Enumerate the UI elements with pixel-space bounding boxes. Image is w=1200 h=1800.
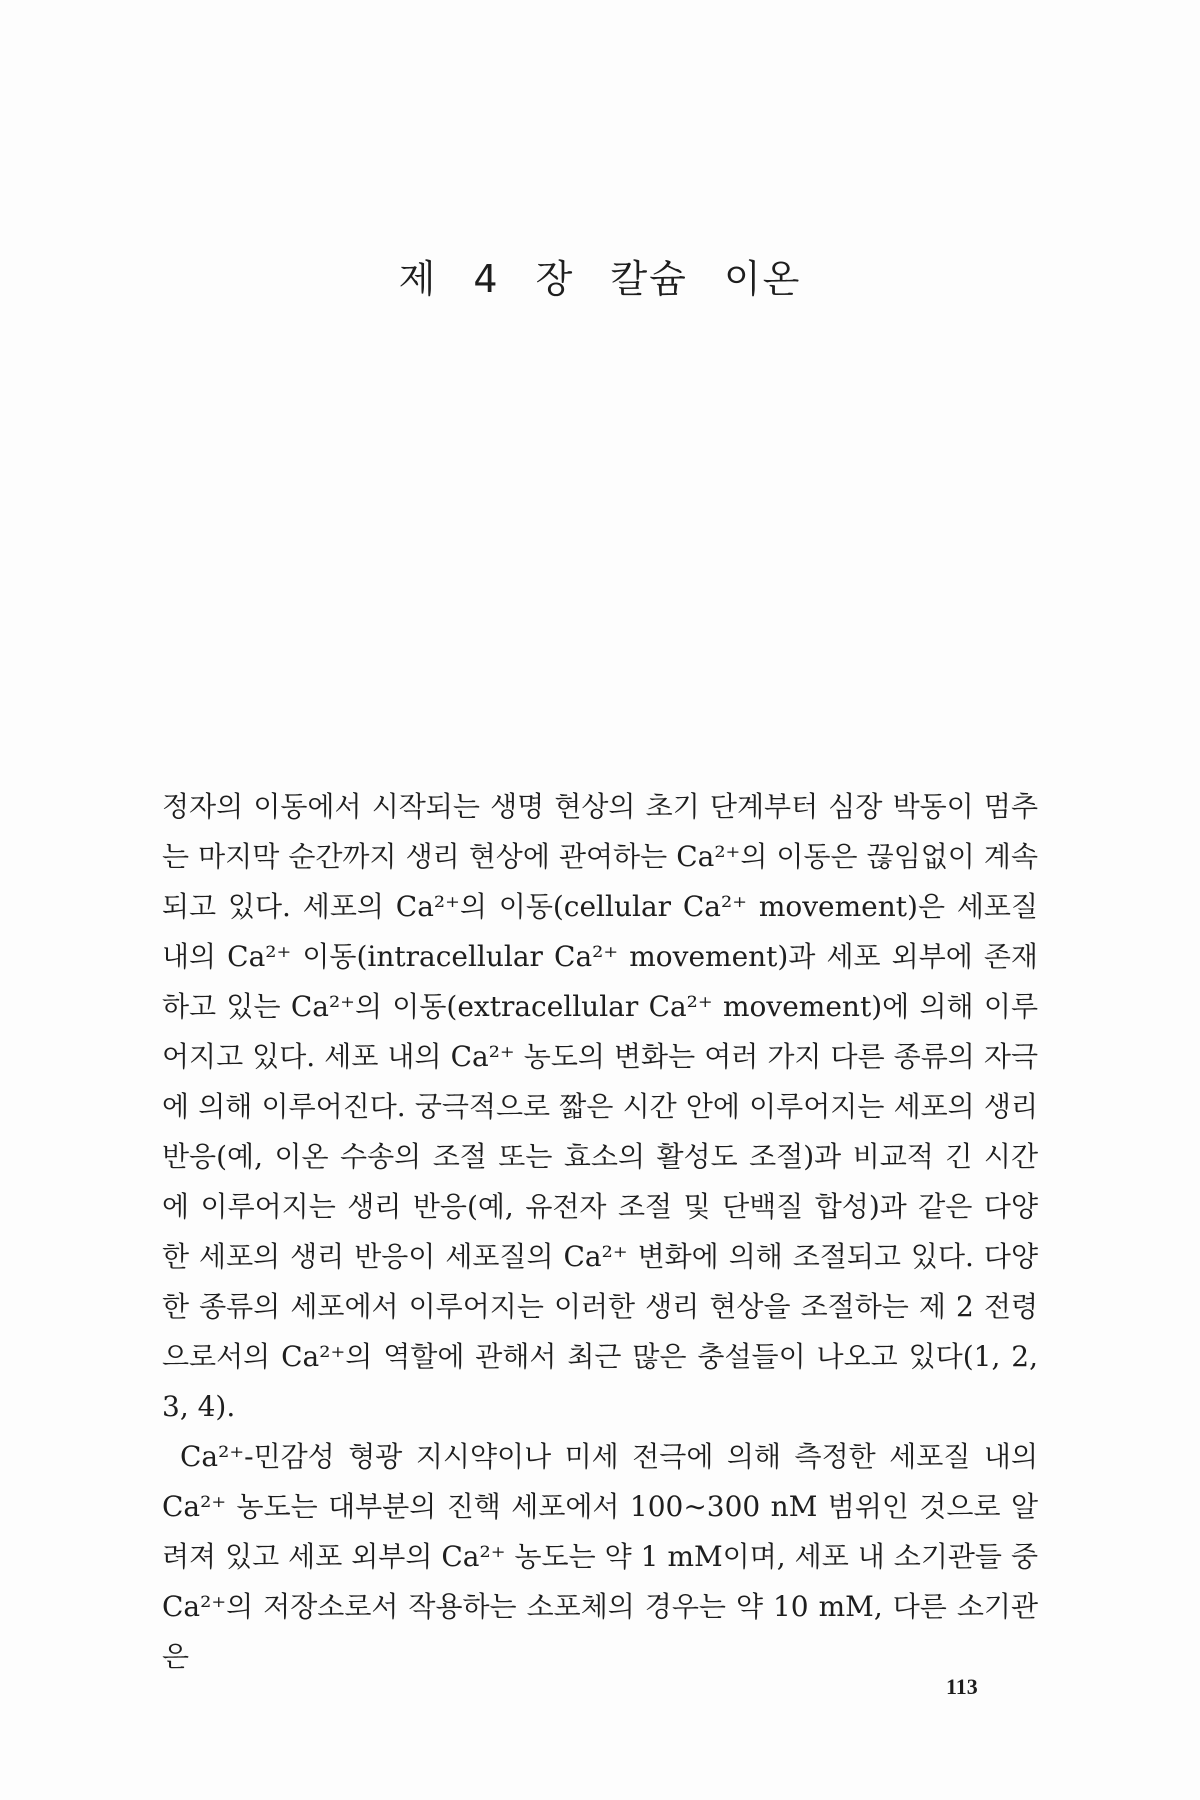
page-number: 113: [946, 1674, 978, 1699]
paragraph-2: Ca²⁺-민감성 형광 지시약이나 미세 전극에 의해 측정한 세포질 내의 Ca²⁺ 농도는 대부분의 진핵 세포에서 100∼300 nM 범위인 것으로 알려져 있고 세포 외부의 Ca²⁺ 농도는 약 1 mM이며, 세포 내 소기관들 중 Ca²⁺의 저장소로서 작용하는 소포체의 경우는 약 10 mM, 다른 소기관은: [162, 1440, 1038, 1673]
paragraph-1: 정자의 이동에서 시작되는 생명 현상의 초기 단계부터 심장 박동이 멈추는 마지막 순간까지 생리 현상에 관여하는 Ca²⁺의 이동은 끊임없이 계속되고 있다. 세포의 Ca²⁺의 이동(cellular Ca²⁺ movement)은 세포질 내의 Ca²⁺ 이동(intracellular Ca²⁺ movement)과 세포 외부에 존재하고 있는 Ca²⁺의 이동(extracellular Ca²⁺ movement)에 의해 이루어지고 있다. 세포 내의 Ca²⁺ 농도의 변화는 여러 가지 다른 종류의 자극에 의해 이루어진다. 궁극적으로 짧은 시간 안에 이루어지는 세포의 생리 반응(예, 이온 수송의 조절 또는 효소의 활성도 조절)과 비교적 긴 시간에 이루어지는 생리 반응(예, 유전자 조절 및 단백질 합성)과 같은 다양한 세포의 생리 반응이 세포질의 Ca²⁺ 변화에 의해 조절되고 있다. 다양한 종류의 세포에서 이루어지는 이러한 생리 현상을 조절하는 제 2 전령으로서의 Ca²⁺의 역할에 관해서 최근 많은 충설들이 나오고 있다(1, 2, 3, 4).: [162, 790, 1038, 1423]
body-text: [162, 782, 1038, 1682]
chapter-title: 제 4 장 칼슘 이온: [398, 257, 802, 301]
